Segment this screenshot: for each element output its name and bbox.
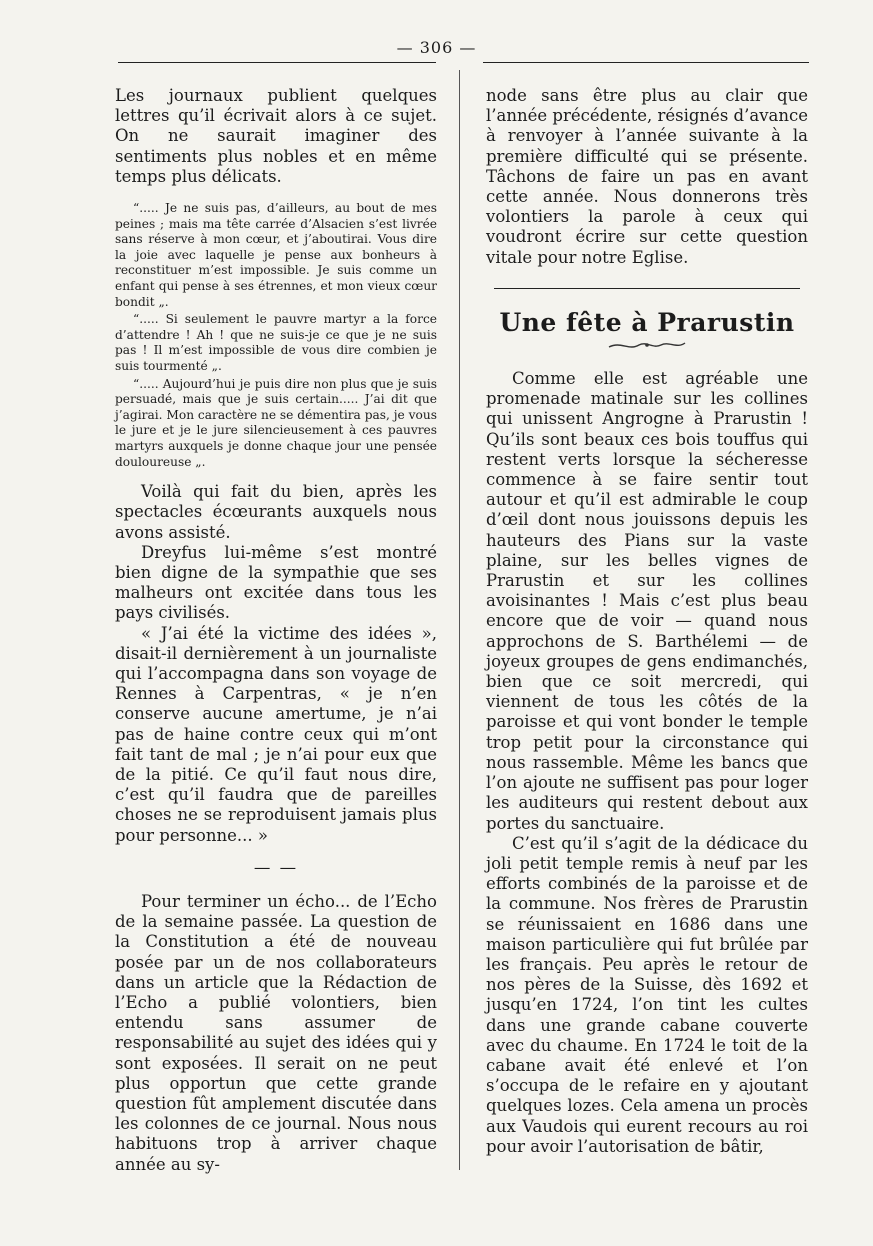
left-paragraph-2: Voilà qui fait du bien, après les spectacles écœurants auxquels nous avons assisté. (115, 482, 437, 542)
article-title: Une fête à Prarustin (499, 307, 795, 337)
left-paragraph-5: Pour terminer un écho... de l’Echo de la semaine passée. La question de la Constitution a été de nouveau posée par un de nos collaborateurs dans un article que la Rédaction de l’Echo a publié volontiers, bien entendu sans assumer de responsabilité au sujet des idées qui y sont exposées. Il serait on ne peut plus opportun que cette grande question fût amplement discutée dans les colonnes de ce journal. Nous nous habituons trop à arriver chaque année au sy- (115, 891, 437, 1174)
quote-3: “..... Aujourd’hui je puis dire non plus que je suis persuadé, mais que je suis certain..... J’ai dit que j’agirai. Mon caractère ne se démentira pas, je vous le jure et je le jure silencieusement à ces pauvres martyrs auxquels je donne chaque jour une pensée douloureuse „. (115, 376, 437, 469)
section-separator: — — (253, 857, 299, 877)
right-paragraph-3: C’est qu’il s’agit de la dédicace du joli petit temple remis à neuf par les efforts combinés de la paroisse et de la commune. Nos frères de Prarustin se réunissaient en 1686 dans une maison particulière qui fut brûlée par les français. Peu après le retour de nos pères de la Suisse, dès 1692 et jusqu’en 1724, l’on tint les cultes dans une grande cabane couverte avec du chaume. En 1724 le toit de la cabane avait été enlevé et l’on s’occupa de le refaire en y ajoutant quelques lozes. Cela amena un procès aux Vaudois qui eurent recours au roi pour avoir l’autorisation de bâtir, (486, 833, 808, 1156)
letter-quotes (115, 201, 437, 470)
ornament-icon (607, 339, 687, 351)
right-column (486, 86, 808, 1157)
right-paragraph-1: node sans être plus au clair que l’année précédente, résignés d’avance à renvoyer à l’année suivante à la première difficulté qui se présente. Tâchons de faire un pas en avant cette année. Nous donnerons très volontiers la parole à ceux qui voudront écrire sur cette question vitale pour notre Eglise. (486, 86, 808, 267)
column-separator (459, 70, 460, 1170)
page-number: — 306 — (396, 38, 477, 57)
left-paragraph-4: « J’ai été la victime des idées », disait-il dernièrement à un journaliste qui l’accompagna dans son voyage de Rennes à Carpentras, « je n’en conserve aucune amertume, je n’ai pas de haine contre ceux qui m’ont fait tant de mal ; je n’ai pour eux que de la pitié. Ce qu’il faut nous dire, c’est qu’il faudra que de pareilles choses ne se reproduisent jamais plus pour personne... » (115, 623, 437, 845)
top-rule-left (118, 62, 436, 63)
right-paragraph-2: Comme elle est agréable une promenade matinale sur les collines qui unissent Angrogne à Prarustin ! Qu’ils sont beaux ces bois touffus qui restent verts lorsque la sécheresse commence à se faire sentir tout autour et qu’il est admirable le coup d’œil dont nous jouissons depuis les hauteurs des Pians sur la vaste plaine, sur les belles vignes de Prarustin et sur les collines avoisinantes ! Mais c’est plus beau encore que de voir — quand nous approchons de S. Barthélemi — de joyeux groupes de gens endimanchés, bien que ce soit mercredi, qui viennent de tous les côtés de la paroisse et qui vont bonder le temple trop petit pour la circonstance qui nous rassemble. Même les bancs que l’on ajoute ne suffisent pas pour loger les auditeurs qui restent debout aux portes du sanctuaire. (486, 369, 808, 833)
left-column (115, 86, 437, 1175)
left-paragraph-3: Dreyfus lui-même s’est montré bien digne de la sympathie que ses malheurs ont excitée dans tous les pays civilisés. (115, 542, 437, 623)
quote-2: “..... Si seulement le pauvre martyr a la force d’attendre ! Ah ! que ne suis-je ce que je ne suis pas ! Il m’est impossible de vous dire combien je suis tourmenté „. (115, 312, 437, 373)
quote-1: “..... Je ne suis pas, d’ailleurs, au bout de mes peines ; mais ma tête carrée d’Alsacien s’est livrée sans réserve à mon cœur, et j’aboutirai. Vous dire la joie avec laquelle je pense aux bonheurs à reconstituer m’est impossible. Je suis comme un enfant qui pense à ses étrennes, et mon vieux cœur bondit „. (115, 201, 437, 309)
left-paragraph-1: Les journaux publient quelques lettres qu’il écrivait alors à ce sujet. On ne saurait imaginer des sentiments plus nobles et en même temps plus délicats. (115, 86, 437, 186)
section-rule (494, 288, 800, 289)
top-rule-right (483, 62, 809, 63)
